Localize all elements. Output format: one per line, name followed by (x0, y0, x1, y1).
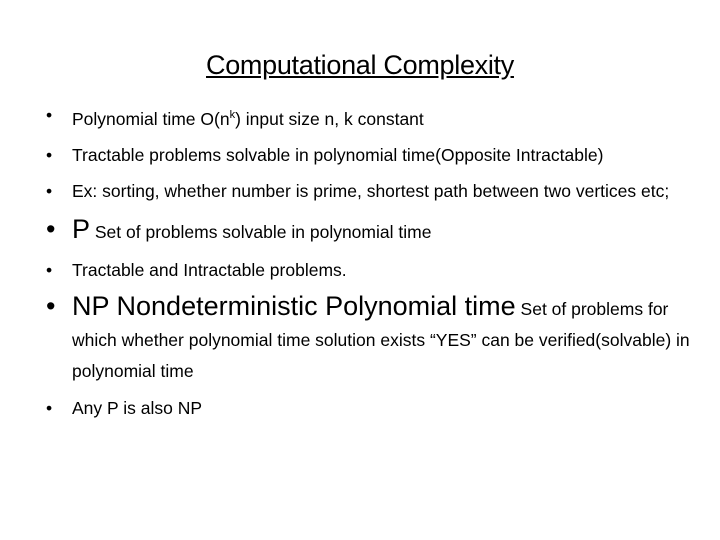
bullet-icon: • (46, 144, 53, 165)
bullet-text: ) input size n, k constant (235, 108, 424, 129)
bullet-item (46, 393, 706, 423)
bullet-item (46, 212, 706, 249)
bullet-heading: P (72, 213, 91, 244)
bullet-text: Tractable and Intractable problems. (72, 259, 347, 280)
bullet-icon: • (46, 397, 53, 418)
bullet-icon: • (46, 180, 53, 201)
bullet-item (46, 140, 706, 170)
bullet-icon: • (46, 259, 53, 280)
bullet-text: Polynomial time O(n (72, 108, 230, 129)
bullet-list (46, 100, 706, 429)
bullet-text: Set of problems for which whether polynomial time solution exists “YES” can be verified(solvable) in polynomial time (72, 298, 690, 381)
superscript: k (229, 109, 236, 121)
bullet-item (46, 255, 706, 285)
bullet-item (46, 291, 706, 387)
bullet-text: Tractable problems solvable in polynomial time(Opposite Intractable) (72, 144, 604, 165)
bullet-heading: NP Nondeterministic Polynomial time (72, 290, 516, 321)
bullet-item (46, 100, 706, 134)
bullet-text: Set of problems solvable in polynomial time (90, 221, 432, 242)
bullet-icon: • (46, 290, 56, 321)
bullet-text: Any P is also NP (72, 397, 203, 418)
bullet-icon: • (46, 213, 56, 244)
slide-title: Computational Complexity (206, 50, 514, 80)
bullet-icon: • (46, 105, 53, 125)
bullet-text: Ex: sorting, whether number is prime, shortest path between two vertices etc; (72, 180, 670, 201)
bullet-item (46, 176, 706, 206)
